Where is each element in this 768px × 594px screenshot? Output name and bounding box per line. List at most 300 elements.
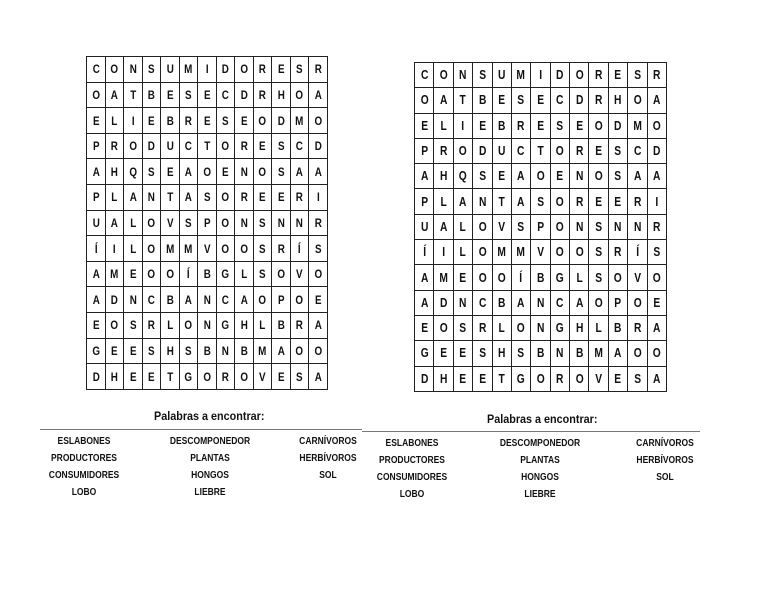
grid-row: [415, 164, 667, 189]
grid-cell: O: [292, 287, 307, 313]
grid-cell: B: [162, 287, 177, 313]
grid-row: [87, 364, 328, 390]
grid-cell: O: [455, 138, 471, 163]
grid-cell: B: [199, 261, 214, 287]
grid-cell: A: [107, 210, 122, 236]
grid-cell: E: [88, 108, 103, 134]
grid-cell: N: [273, 210, 288, 236]
grid-cell: T: [455, 88, 471, 113]
grid-cell: S: [199, 185, 214, 211]
grid-cell: H: [494, 341, 510, 366]
grid-cell: E: [199, 82, 214, 108]
grid-cell: T: [162, 185, 177, 211]
grid-cell: E: [591, 189, 607, 214]
word-item: LIEBRE: [194, 487, 226, 498]
grid-cell: L: [125, 210, 140, 236]
grid-cell: I: [532, 63, 548, 88]
grid-row: [415, 214, 667, 239]
grid-cell: O: [236, 364, 251, 390]
grid-cell: H: [107, 159, 122, 185]
grid-cell: R: [236, 185, 251, 211]
grid-cell: S: [610, 138, 626, 163]
grid-cell: L: [255, 313, 270, 339]
grid-cell: C: [552, 290, 568, 315]
grid-cell: A: [513, 189, 529, 214]
grid-cell: O: [474, 214, 490, 239]
grid-cell: C: [218, 82, 233, 108]
grid-cell: D: [88, 364, 103, 390]
grid-cell: E: [255, 133, 270, 159]
grid-cell: H: [610, 88, 626, 113]
grid-cell: R: [649, 63, 665, 88]
grid-cell: S: [610, 164, 626, 189]
grid-cell: D: [236, 82, 251, 108]
grid-cell: N: [144, 185, 159, 211]
grid-cell: O: [552, 240, 568, 265]
grid-cell: O: [591, 113, 607, 138]
grid-cell: R: [107, 133, 122, 159]
grid-cell: O: [311, 108, 326, 134]
grid-cell: T: [125, 82, 140, 108]
grid-cell: O: [292, 82, 307, 108]
grid-cell: E: [552, 164, 568, 189]
grid-cell: C: [416, 63, 432, 88]
grid-cell: R: [629, 315, 645, 340]
grid-cell: L: [125, 236, 140, 262]
grid-cell: R: [629, 189, 645, 214]
grid-cell: S: [144, 57, 159, 83]
grid-cell: A: [513, 290, 529, 315]
grid-cell: A: [311, 82, 326, 108]
grid-row: [87, 185, 328, 211]
grid-cell: B: [494, 113, 510, 138]
grid-cell: B: [494, 290, 510, 315]
grid-cell: S: [255, 261, 270, 287]
grid-cell: R: [436, 138, 452, 163]
grid-cell: O: [436, 315, 452, 340]
grid-cell: O: [311, 261, 326, 287]
words-title-right: Palabras a encontrar:: [487, 412, 598, 426]
grid-cell: A: [649, 315, 665, 340]
grid-cell: O: [199, 364, 214, 390]
word-item: HERBÍVOROS: [636, 455, 694, 466]
grid-cell: M: [107, 261, 122, 287]
grid-cell: O: [255, 159, 270, 185]
grid-cell: Í: [416, 240, 432, 265]
grid-cell: R: [181, 108, 196, 134]
grid-cell: C: [552, 88, 568, 113]
grid-cell: D: [107, 287, 122, 313]
grid-cell: L: [236, 261, 251, 287]
letter-grid-left: [86, 56, 328, 390]
grid-cell: R: [610, 240, 626, 265]
grid-cell: S: [629, 63, 645, 88]
grid-cell: U: [88, 210, 103, 236]
grid-cell: Q: [125, 159, 140, 185]
grid-cell: L: [455, 214, 471, 239]
grid-cell: E: [474, 113, 490, 138]
grid-cell: E: [107, 338, 122, 364]
grid-cell: T: [494, 366, 510, 391]
grid-cell: N: [199, 313, 214, 339]
grid-row: [415, 189, 667, 214]
grid-cell: O: [181, 313, 196, 339]
grid-cell: B: [610, 315, 626, 340]
grid-cell: O: [255, 108, 270, 134]
grid-cell: A: [416, 265, 432, 290]
grid-cell: C: [181, 133, 196, 159]
word-item: SOL: [656, 472, 674, 483]
grid-cell: T: [532, 138, 548, 163]
grid-cell: C: [144, 287, 159, 313]
grid-cell: T: [162, 364, 177, 390]
grid-cell: R: [236, 133, 251, 159]
grid-cell: N: [199, 287, 214, 313]
grid-cell: R: [292, 185, 307, 211]
grid-cell: A: [455, 189, 471, 214]
word-item: ESLABONES: [57, 436, 111, 447]
grid-cell: A: [610, 341, 626, 366]
grid-row: [87, 210, 328, 236]
grid-cell: N: [532, 290, 548, 315]
grid-cell: G: [513, 366, 529, 391]
grid-cell: S: [292, 57, 307, 83]
grid-cell: O: [649, 113, 665, 138]
grid-cell: O: [436, 63, 452, 88]
grid-cell: O: [532, 164, 548, 189]
word-item: LOBO: [71, 487, 97, 498]
grid-cell: E: [474, 366, 490, 391]
grid-cell: E: [273, 364, 288, 390]
grid-cell: A: [416, 290, 432, 315]
grid-cell: O: [474, 265, 490, 290]
grid-cell: R: [311, 57, 326, 83]
grid-cell: E: [610, 63, 626, 88]
grid-cell: M: [591, 341, 607, 366]
grid-cell: A: [292, 159, 307, 185]
grid-cell: H: [107, 364, 122, 390]
grid-cell: E: [455, 265, 471, 290]
grid-cell: T: [494, 189, 510, 214]
grid-cell: D: [416, 366, 432, 391]
grid-cell: G: [181, 364, 196, 390]
grid-cell: S: [311, 236, 326, 262]
grid-cell: M: [162, 236, 177, 262]
grid-row: [87, 57, 328, 83]
grid-cell: S: [255, 210, 270, 236]
grid-cell: G: [218, 313, 233, 339]
grid-cell: O: [552, 138, 568, 163]
grid-cell: L: [494, 315, 510, 340]
grid-cell: Í: [513, 265, 529, 290]
grid-cell: Í: [181, 261, 196, 287]
grid-cell: L: [436, 189, 452, 214]
grid-cell: M: [513, 240, 529, 265]
word-item: PRODUCTORES: [379, 455, 445, 466]
grid-cell: E: [144, 108, 159, 134]
grid-cell: B: [162, 108, 177, 134]
grid-cell: R: [292, 313, 307, 339]
grid-cell: O: [236, 236, 251, 262]
grid-cell: A: [273, 338, 288, 364]
grid-cell: V: [591, 366, 607, 391]
grid-cell: G: [416, 341, 432, 366]
grid-cell: E: [125, 338, 140, 364]
word-item: CARNÍVOROS: [299, 436, 357, 447]
grid-cell: N: [236, 159, 251, 185]
grid-cell: R: [649, 214, 665, 239]
grid-cell: E: [218, 159, 233, 185]
grid-cell: N: [610, 214, 626, 239]
grid-cell: I: [199, 57, 214, 83]
grid-cell: A: [629, 164, 645, 189]
grid-cell: E: [416, 315, 432, 340]
grid-cell: O: [107, 57, 122, 83]
grid-cell: L: [455, 240, 471, 265]
grid-cell: E: [144, 364, 159, 390]
grid-cell: S: [552, 113, 568, 138]
grid-row: [415, 341, 667, 366]
grid-cell: B: [474, 88, 490, 113]
grid-cell: M: [494, 240, 510, 265]
grid-cell: A: [649, 164, 665, 189]
grid-cell: M: [436, 265, 452, 290]
grid-cell: O: [125, 133, 140, 159]
grid-cell: V: [199, 236, 214, 262]
grid-row: [415, 113, 667, 138]
grid-cell: A: [88, 159, 103, 185]
grid-cell: R: [273, 236, 288, 262]
grid-cell: B: [199, 338, 214, 364]
grid-cell: O: [144, 261, 159, 287]
grid-cell: D: [649, 138, 665, 163]
word-item: LOBO: [399, 489, 425, 500]
grid-cell: O: [629, 341, 645, 366]
grid-cell: O: [88, 82, 103, 108]
grid-cell: N: [236, 210, 251, 236]
grid-row: [87, 133, 328, 159]
grid-cell: S: [144, 338, 159, 364]
grid-cell: P: [199, 210, 214, 236]
grid-cell: S: [591, 240, 607, 265]
grid-cell: Q: [455, 164, 471, 189]
grid-cell: G: [552, 265, 568, 290]
grid-cell: M: [292, 108, 307, 134]
grid-cell: A: [649, 366, 665, 391]
grid-cell: N: [474, 189, 490, 214]
grid-cell: D: [144, 133, 159, 159]
grid-cell: P: [273, 287, 288, 313]
grid-row: [87, 82, 328, 108]
grid-row: [87, 287, 328, 313]
grid-cell: R: [552, 366, 568, 391]
grid-cell: O: [532, 366, 548, 391]
grid-cell: Í: [292, 236, 307, 262]
grid-cell: R: [571, 138, 587, 163]
grid-row: [415, 265, 667, 290]
grid-cell: P: [610, 290, 626, 315]
grid-cell: N: [125, 57, 140, 83]
grid-cell: A: [311, 313, 326, 339]
word-item: DESCOMPONEDOR: [499, 438, 581, 449]
grid-cell: E: [125, 261, 140, 287]
grid-cell: R: [474, 315, 490, 340]
grid-cell: N: [571, 214, 587, 239]
grid-cell: Í: [88, 236, 103, 262]
grid-cell: A: [181, 159, 196, 185]
grid-cell: E: [125, 364, 140, 390]
grid-cell: S: [513, 88, 529, 113]
grid-cell: E: [610, 189, 626, 214]
grid-cell: O: [629, 88, 645, 113]
grid-cell: U: [162, 57, 177, 83]
grid-cell: E: [255, 185, 270, 211]
grid-cell: E: [436, 341, 452, 366]
grid-cell: V: [494, 214, 510, 239]
grid-cell: E: [311, 287, 326, 313]
word-item: HONGOS: [521, 472, 559, 483]
grid-cell: O: [199, 159, 214, 185]
grid-cell: M: [629, 113, 645, 138]
grid-cell: E: [610, 366, 626, 391]
grid-cell: P: [532, 214, 548, 239]
grid-cell: A: [181, 287, 196, 313]
grid-cell: V: [255, 364, 270, 390]
grid-cell: O: [218, 185, 233, 211]
grid-cell: L: [436, 113, 452, 138]
grid-cell: D: [218, 57, 233, 83]
grid-cell: L: [162, 313, 177, 339]
grid-cell: P: [416, 189, 432, 214]
grid-cell: S: [181, 82, 196, 108]
grid-cell: S: [255, 236, 270, 262]
grid-cell: A: [181, 185, 196, 211]
word-item: ESLABONES: [385, 438, 439, 449]
grid-cell: R: [218, 364, 233, 390]
grid-cell: V: [532, 240, 548, 265]
grid-row: [415, 366, 667, 391]
grid-row: [415, 63, 667, 88]
grid-cell: I: [125, 108, 140, 134]
grid-row: [415, 138, 667, 163]
grid-cell: L: [107, 108, 122, 134]
grid-cell: D: [610, 113, 626, 138]
grid-cell: I: [649, 189, 665, 214]
grid-cell: O: [218, 236, 233, 262]
word-item: HONGOS: [191, 470, 229, 481]
grid-cell: B: [571, 341, 587, 366]
grid-cell: C: [629, 138, 645, 163]
grid-cell: G: [88, 338, 103, 364]
divider-line-right: [362, 431, 700, 432]
word-item: PRODUCTORES: [51, 453, 117, 464]
grid-cell: A: [88, 287, 103, 313]
grid-cell: E: [162, 82, 177, 108]
grid-cell: S: [629, 366, 645, 391]
grid-cell: O: [649, 341, 665, 366]
grid-cell: E: [532, 88, 548, 113]
grid-cell: A: [416, 164, 432, 189]
grid-cell: I: [455, 113, 471, 138]
grid-cell: E: [236, 108, 251, 134]
grid-cell: H: [162, 338, 177, 364]
grid-row: [87, 313, 328, 339]
grid-cell: Í: [629, 240, 645, 265]
grid-cell: O: [255, 287, 270, 313]
grid-row: [87, 261, 328, 287]
grid-cell: S: [649, 240, 665, 265]
grid-cell: O: [571, 63, 587, 88]
grid-cell: R: [591, 88, 607, 113]
grid-cell: S: [513, 341, 529, 366]
grid-cell: A: [513, 164, 529, 189]
grid-row: [87, 236, 328, 262]
grid-cell: E: [494, 88, 510, 113]
grid-cell: A: [107, 82, 122, 108]
grid-cell: M: [181, 57, 196, 83]
grid-cell: A: [436, 214, 452, 239]
grid-cell: U: [162, 133, 177, 159]
grid-cell: D: [552, 63, 568, 88]
grid-cell: R: [255, 82, 270, 108]
word-item: SOL: [319, 470, 337, 481]
grid-cell: E: [273, 57, 288, 83]
grid-cell: D: [474, 138, 490, 163]
grid-cell: R: [311, 210, 326, 236]
grid-cell: M: [181, 236, 196, 262]
grid-cell: G: [218, 261, 233, 287]
grid-row: [87, 338, 328, 364]
grid-cell: E: [416, 113, 432, 138]
grid-cell: A: [571, 290, 587, 315]
grid-cell: R: [144, 313, 159, 339]
grid-cell: S: [273, 133, 288, 159]
grid-cell: A: [311, 364, 326, 390]
grid-cell: U: [494, 138, 510, 163]
grid-cell: U: [494, 63, 510, 88]
grid-cell: N: [532, 315, 548, 340]
grid-cell: N: [455, 290, 471, 315]
grid-cell: O: [591, 164, 607, 189]
grid-cell: E: [494, 164, 510, 189]
grid-cell: A: [311, 159, 326, 185]
grid-cell: V: [629, 265, 645, 290]
words-title-left: Palabras a encontrar:: [154, 409, 265, 423]
grid-cell: N: [125, 287, 140, 313]
grid-cell: B: [273, 313, 288, 339]
grid-cell: S: [513, 214, 529, 239]
grid-cell: M: [255, 338, 270, 364]
grid-cell: B: [532, 341, 548, 366]
grid-cell: S: [125, 313, 140, 339]
grid-cell: H: [436, 366, 452, 391]
grid-cell: S: [292, 364, 307, 390]
grid-cell: O: [218, 133, 233, 159]
grid-cell: B: [236, 338, 251, 364]
grid-cell: O: [591, 290, 607, 315]
grid-cell: P: [88, 133, 103, 159]
word-item: PLANTAS: [520, 455, 560, 466]
grid-cell: N: [552, 341, 568, 366]
grid-cell: E: [199, 108, 214, 134]
grid-row: [87, 159, 328, 185]
grid-row: [415, 240, 667, 265]
grid-cell: O: [144, 236, 159, 262]
grid-cell: N: [629, 214, 645, 239]
grid-cell: S: [144, 159, 159, 185]
grid-cell: G: [552, 315, 568, 340]
word-item: CARNÍVOROS: [636, 438, 694, 449]
